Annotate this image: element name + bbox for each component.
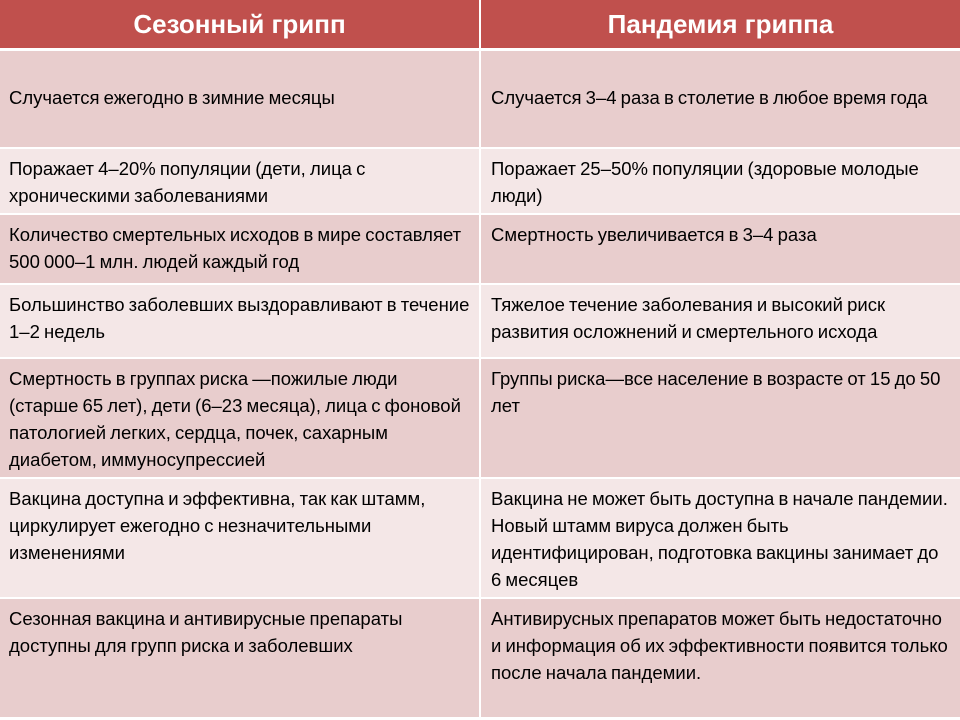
pandemic-cell: Группы риска—все население в возрасте от 15 до 50 лет <box>480 358 960 478</box>
table-row <box>0 50 960 148</box>
pandemic-cell: Тяжелое течение заболевания и высокий риск развития осложнений и смертельного исхода <box>480 284 960 358</box>
pandemic-cell: Вакцина не может быть доступна в начале пандемии. Новый штамм вируса должен быть идентифицирован, подготовка вакцины занимает до 6 месяцев <box>480 478 960 598</box>
header-row <box>0 0 960 50</box>
pandemic-cell: Случается 3–4 раза в столетие в любое время года <box>480 50 960 148</box>
pandemic-cell: Поражает 25–50% популяции (здоровые молодые люди) <box>480 148 960 214</box>
pandemic-cell: Смертность увеличивается в 3–4 раза <box>480 214 960 284</box>
seasonal-cell: Поражает 4–20% популяции (дети, лица с хроническими заболеваниями <box>0 148 480 214</box>
table-row <box>0 284 960 358</box>
seasonal-cell: Смертность в группах риска —пожилые люди (старше 65 лет), дети (6–23 месяца), лица с фоновой патологией легких, сердца, почек, сахарным диабетом, иммуносупрессией <box>0 358 480 478</box>
table-row <box>0 214 960 284</box>
seasonal-cell: Случается ежегодно в зимние месяцы <box>0 50 480 148</box>
header-seasonal-flu: Сезонный грипп <box>0 0 480 50</box>
seasonal-cell: Большинство заболевших выздоравливают в течение 1–2 недель <box>0 284 480 358</box>
header-flu-pandemic: Пандемия гриппа <box>480 0 960 50</box>
table-row <box>0 478 960 598</box>
pandemic-cell: Антивирусных препаратов может быть недостаточно и информация об их эффективности появится только после начала пандемии. <box>480 598 960 718</box>
table-row <box>0 598 960 718</box>
seasonal-cell: Сезонная вакцина и антивирусные препараты доступны для групп риска и заболевших <box>0 598 480 718</box>
seasonal-cell: Количество смертельных исходов в мире составляет 500 000–1 млн. людей каждый год <box>0 214 480 284</box>
seasonal-cell: Вакцина доступна и эффективна, так как штамм, циркулирует ежегодно с незначительными изменениями <box>0 478 480 598</box>
table-row <box>0 358 960 478</box>
table-row <box>0 148 960 214</box>
